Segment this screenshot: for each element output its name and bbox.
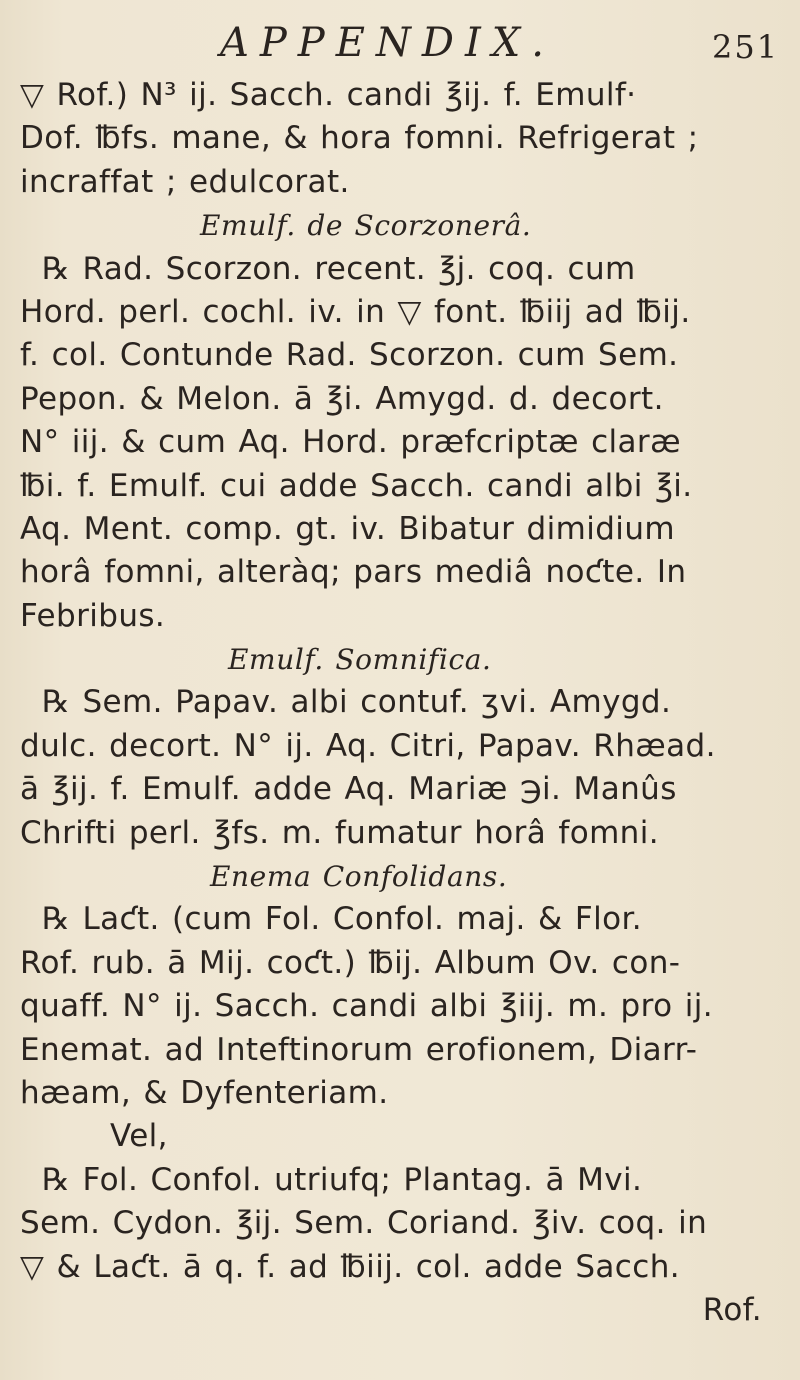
text-line: horâ fomni, alteràq; pars mediâ noƈte. In [20, 554, 687, 591]
text-line: ℔i. f. Emulf. cui adde Sacch. candi albi ℥i. [20, 467, 693, 504]
text-line: ā ℥ij. f. Emulf. adde Aq. Mariæ ℈i. Manûs [20, 771, 677, 808]
section-heading: Emulf. de Scorzonerâ. [200, 209, 532, 243]
text-line: Aq. Ment. comp. gt. iv. Bibatur dimidium [20, 510, 675, 547]
running-title: APPENDIX. [220, 20, 555, 66]
text-line: Pepon. & Melon. ā ℥i. Amygd. d. decort. [20, 380, 664, 417]
text-line: dulc. decort. N° ij. Aq. Citri, Papav. Rhæad. [20, 727, 716, 764]
text-line: Rof. rub. ā Mij. coƈt.) ℔ij. Album Ov. con- [20, 944, 681, 981]
text-line: Febribus. [20, 597, 166, 634]
text-line: ℞ Fol. Confol. utriufq; Plantag. ā Mvi. [42, 1161, 643, 1198]
text-line: Vel, [110, 1118, 168, 1155]
text-line: Hord. perl. cochl. iv. in ▽ font. ℔iij ad ℔ij. [20, 293, 691, 330]
text-line: Sem. Cydon. ℥ij. Sem. Coriand. ℥iv. coq. in [20, 1205, 708, 1242]
text-line: f. col. Contunde Rad. Scorzon. cum Sem. [20, 337, 679, 374]
section-heading: Enema Confolidans. [210, 860, 508, 894]
page-number: 251 [712, 28, 780, 66]
text-line: ℞ Rad. Scorzon. recent. ℥j. coq. cum [42, 250, 636, 287]
body-text [20, 74, 790, 1332]
text-line: ▽ Rof.) N³ ij. Sacch. candi ℥ij. f. Emulf· [20, 77, 637, 113]
text-line: ℞ Laƈt. (cum Fol. Confol. maj. & Flor. [42, 901, 643, 938]
text-line: Chrifti perl. ℥fs. m. fumatur horâ fomni. [20, 814, 659, 851]
text-line: quaff. N° ij. Sacch. candi albi ℥iij. m. pro ij. [20, 988, 713, 1025]
text-line: N° iij. & cum Aq. Hord. præfcriptæ claræ [20, 424, 681, 461]
running-head [0, 14, 800, 74]
text-line: ℞ Sem. Papav. albi contuf. ʒvi. Amygd. [42, 684, 672, 721]
text-line: Dof. ℔fs. mane, & hora fomni. Refrigerat ; [20, 120, 699, 157]
text-line: ▽ & Laƈt. ā q. f. ad ℔iij. col. adde Sacch. [20, 1248, 680, 1285]
text-line: incraffat ; edulcorat. [20, 163, 350, 200]
text-line: Enemat. ad Inteftinorum erofionem, Diarr- [20, 1031, 698, 1068]
text-line: hæam, & Dyfenteriam. [20, 1074, 389, 1111]
section-heading: Emulf. Somnifica. [228, 643, 492, 677]
text-line: Rof. [702, 1291, 762, 1328]
